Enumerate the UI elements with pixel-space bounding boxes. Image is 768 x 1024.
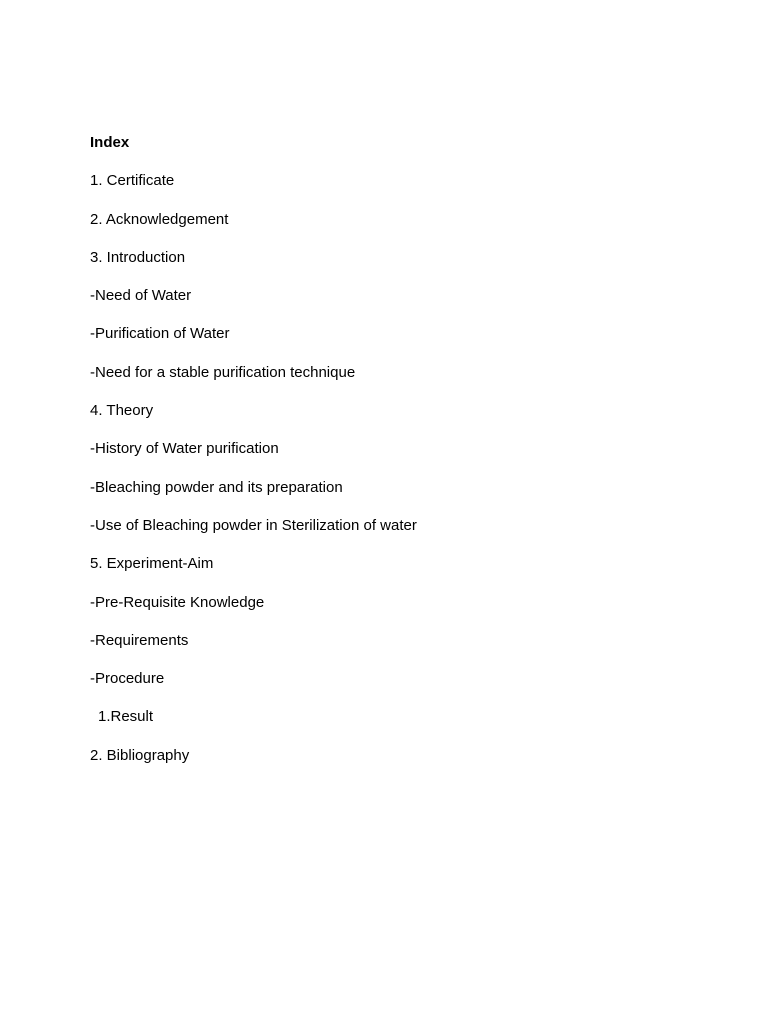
index-entry-bleaching-powder: -Bleaching powder and its preparation (90, 478, 343, 496)
index-title: Index (90, 134, 130, 151)
index-entry-prerequisite: -Pre-Requisite Knowledge (90, 593, 265, 611)
index-entry-experiment-aim: 5. Experiment-Aim (90, 555, 214, 573)
index-entry-sterilization: -Use of Bleaching powder in Sterilization of water (90, 516, 417, 534)
index-entry-acknowledgement: 2. Acknowledgement (90, 210, 229, 228)
index-entry-procedure: -Procedure (90, 670, 165, 688)
index-entry-introduction: 3. Introduction (90, 248, 186, 266)
index-entry-history: -History of Water purification (90, 440, 279, 458)
index-entry-certificate: 1. Certificate (90, 172, 175, 190)
index-list (90, 132, 417, 783)
index-entry-result: 1.Result (98, 708, 154, 726)
index-entry-theory: 4. Theory (90, 402, 154, 420)
index-entry-requirements: -Requirements (90, 631, 189, 649)
index-entry-need-of-water: -Need of Water (90, 287, 192, 305)
index-entry-purification-of-water: -Purification of Water (90, 325, 230, 343)
index-entry-stable-purification: -Need for a stable purification technique (90, 363, 356, 381)
index-entry-bibliography: 2. Bibliography (90, 746, 190, 764)
